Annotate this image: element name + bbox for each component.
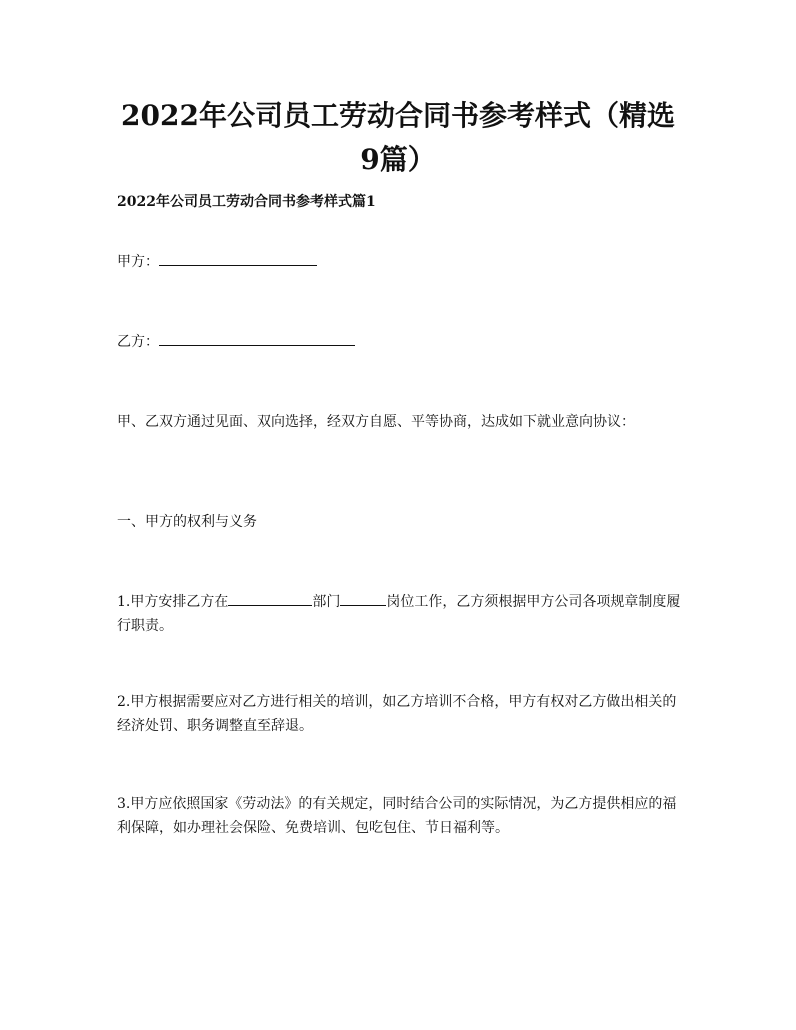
clause-2: 2.甲方根据需要应对乙方进行相关的培训，如乙方培训不合格，甲方有权对乙方做出相关的经济处罚、职务调整直至辞退。 [117, 694, 677, 734]
clause-1 [117, 590, 682, 638]
party-a-label: 甲方： [117, 254, 159, 270]
title-line-1: 2022年公司员工劳动合同书参考样式（精选 [121, 99, 675, 132]
section-heading: 2022年公司员工劳动合同书参考样式篇1 [117, 194, 376, 210]
intro-paragraph: 甲、乙双方通过见面、双向选择，经双方自愿、平等协商，达成如下就业意向协议： [117, 414, 635, 430]
party-a-blank [159, 251, 317, 266]
party-b-blank [159, 331, 355, 346]
document-title [0, 94, 796, 182]
party-a-line [117, 250, 317, 274]
party-b-label: 乙方： [117, 334, 159, 350]
clause-1-part-1: 1.甲方安排乙方在 [117, 594, 229, 610]
clause-1-part-3: 岗位工作，乙方须根据甲方公司各项规章制度履行职责。 [117, 594, 681, 634]
clause-1-part-2: 部门 [312, 594, 341, 610]
party-b-line [117, 330, 355, 354]
department-blank [228, 591, 312, 606]
clause-3: 3.甲方应依照国家《劳动法》的有关规定，同时结合公司的实际情况，为乙方提供相应的福利保障，如办理社会保险、免费培训、包吃包住、节日福利等。 [117, 796, 677, 836]
title-line-2: 9篇） [360, 143, 436, 176]
position-blank [340, 591, 386, 606]
section-one-heading: 一、甲方的权利与义务 [117, 514, 257, 530]
